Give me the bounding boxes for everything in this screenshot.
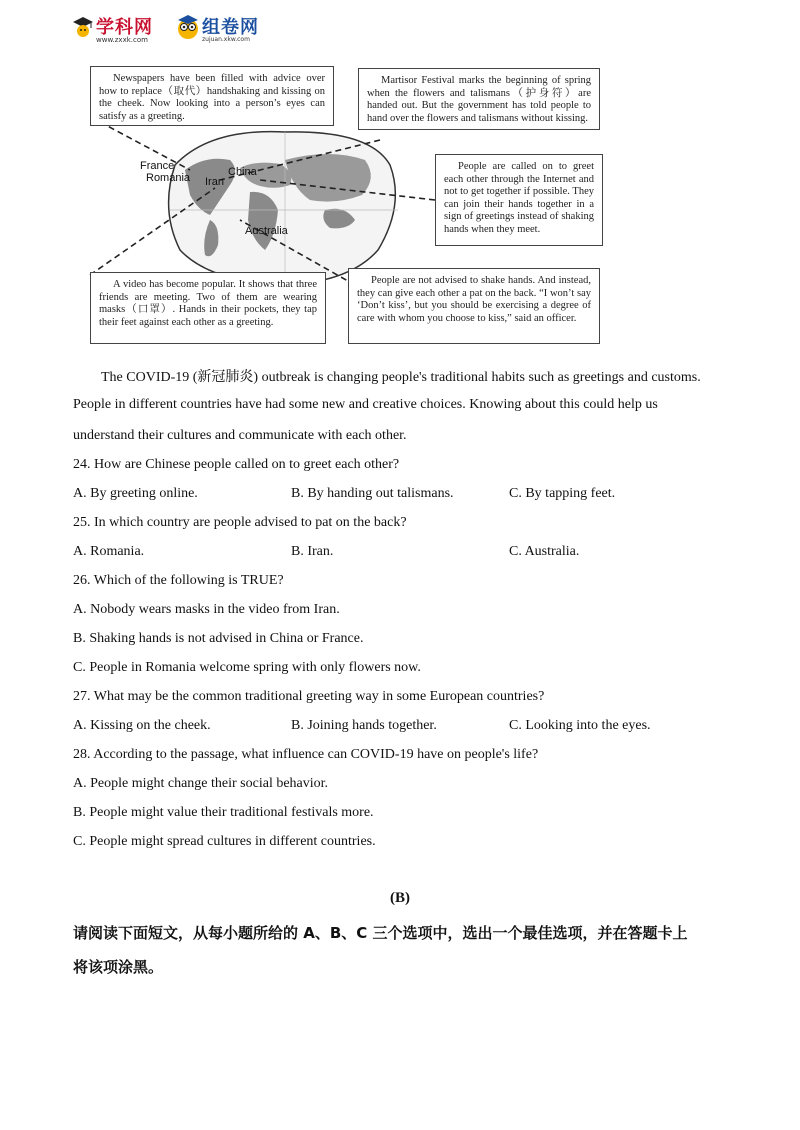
- passage-line-3: understand their cultures and communicate with each other.: [73, 428, 407, 443]
- logo2-name: 组卷网: [202, 17, 259, 38]
- question-28-option-c: C. People might spread cultures in different countries.: [73, 834, 376, 849]
- passage-line-1: The COVID-19 (新冠肺炎) outbreak is changing people's traditional habits such as greetings and customs.: [101, 370, 701, 385]
- question-28-stem: 28. According to the passage, what influence can COVID-19 have on people's life?: [73, 747, 539, 762]
- zxxk-logo: [72, 12, 172, 48]
- zujuan-logo: [176, 12, 276, 48]
- logo1-name: 学科网: [96, 17, 153, 38]
- question-28-option-b: B. People might value their traditional festivals more.: [73, 805, 374, 820]
- note-france: Newspapers have been filled with advice over how to replace（取代）handshaking and kissing on the cheek. Now looking into a person’s eyes can satisfy as a greeting.: [90, 66, 334, 126]
- label-romania: Romania: [146, 172, 191, 184]
- passage-line-2: People in different countries have had some new and creative choices. Knowing about this could help us: [73, 397, 658, 412]
- note-iran: A video has become popular. It shows that three friends are meeting. Two of them are wearing masks（口罩）. Hands in their pockets, they tap their feet against each other as a greeting.: [90, 272, 326, 344]
- logo2-url: zujuan.xkw.com: [202, 36, 250, 43]
- label-australia: Australia: [245, 225, 288, 237]
- question-25-stem: 25. In which country are people advised to pat on the back?: [73, 515, 407, 530]
- label-france: France: [140, 160, 175, 172]
- question-26-stem: 26. Which of the following is TRUE?: [73, 573, 284, 588]
- question-25-option-b: B. Iran.: [291, 544, 334, 559]
- question-27-option-c: C. Looking into the eyes.: [509, 718, 651, 733]
- label-china: China: [228, 166, 257, 178]
- note-romania: Martisor Festival marks the beginning of spring when the flowers and talismans（护身符）are handed out. But the government has told people to hand over the flowers and talismans without kissing.: [358, 68, 600, 130]
- question-24-stem: 24. How are Chinese people called on to greet each other?: [73, 457, 400, 472]
- question-26-option-a: A. Nobody wears masks in the video from Iran.: [73, 602, 340, 617]
- question-26-option-b: B. Shaking hands is not advised in China or France.: [73, 631, 364, 646]
- label-iran: Iran: [205, 176, 224, 188]
- header-logos: [72, 12, 272, 52]
- note-australia: People are not advised to shake hands. And instead, they can give each other a pat on the back. “I won’t say ‘Don’t kiss’, but you should be exercising a degree of care with whom you choose to kiss,” said an officer.: [348, 268, 600, 344]
- question-27-option-b: B. Joining hands together.: [291, 718, 437, 733]
- section-b-instruction-line-1: 请阅读下面短文，从每小题所给的 A、B、C 三个选项中，选出一个最佳选项，并在答题卡上: [73, 924, 688, 942]
- question-24-option-a: A. By greeting online.: [73, 486, 198, 501]
- question-25-option-c: C. Australia.: [509, 544, 580, 559]
- question-25-option-a: A. Romania.: [73, 544, 145, 559]
- question-27-stem: 27. What may be the common traditional greeting way in some European countries?: [73, 689, 545, 704]
- graduation-cap-icon: [72, 14, 94, 40]
- question-26-option-c: C. People in Romania welcome spring with only flowers now.: [73, 660, 421, 675]
- owl-mascot-icon: [176, 14, 200, 40]
- question-24-option-b: B. By handing out talismans.: [291, 486, 454, 501]
- question-28-option-a: A. People might change their social behavior.: [73, 776, 329, 791]
- greeting-map-figure: [80, 60, 610, 350]
- logo1-url: www.zxxk.com: [96, 36, 148, 44]
- section-b-instruction-line-2: 将该项涂黑。: [73, 958, 164, 976]
- question-27-option-a: A. Kissing on the cheek.: [73, 718, 211, 733]
- note-china: People are called on to greet each other through the Internet and not to get together if possible. They can join their hands together in a sign of greetings instead of shaking hands when they meet.: [435, 154, 603, 246]
- question-24-option-c: C. By tapping feet.: [509, 486, 616, 501]
- section-b-title: (B): [390, 890, 410, 906]
